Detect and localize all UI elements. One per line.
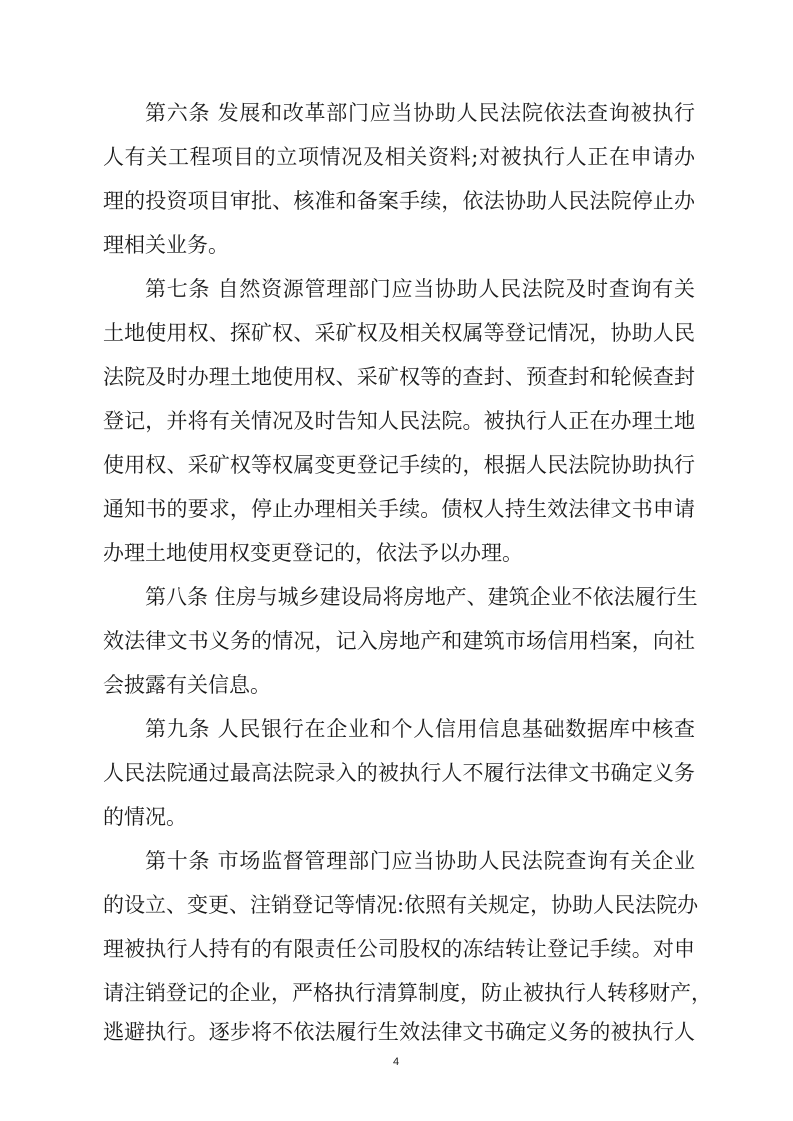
- text-line: 理被执行人持有的有限责任公司股权的冻结转让登记手续。对申: [103, 937, 695, 961]
- text-line: 第七条 自然资源管理部门应当协助人民法院及时查询有关: [145, 277, 695, 301]
- text-line: 会披露有关信息。: [103, 673, 271, 697]
- text-line: 人民法院通过最高法院录入的被执行人不履行法律文书确定义务: [103, 761, 695, 785]
- text-line: 逃避执行。逐步将不依法履行生效法律文书确定义务的被执行人: [103, 1020, 695, 1044]
- page-number: 4: [392, 1056, 400, 1068]
- text-line: 的情况。: [103, 805, 187, 829]
- text-line: 法院及时办理土地使用权、采矿权等的查封、预查封和轮候查封: [103, 365, 695, 389]
- text-line: 第九条 人民银行在企业和个人信用信息基础数据库中核查: [145, 717, 695, 741]
- text-line: 第六条 发展和改革部门应当协助人民法院依法查询被执行: [145, 101, 695, 125]
- text-line: 人有关工程项目的立项情况及相关资料;对被执行人正在申请办: [103, 145, 695, 169]
- text-line: 理的投资项目审批、核准和备案手续，依法协助人民法院停止办: [103, 189, 695, 213]
- text-line: 第十条 市场监督管理部门应当协助人民法院查询有关企业: [145, 849, 695, 873]
- text-line: 登记，并将有关情况及时告知人民法院。被执行人正在办理土地: [103, 409, 695, 433]
- text-line: 理相关业务。: [103, 233, 229, 257]
- text-line: 使用权、采矿权等权属变更登记手续的，根据人民法院协助执行: [103, 453, 695, 477]
- text-line: 第八条 住房与城乡建设局将房地产、建筑企业不依法履行生: [145, 585, 698, 609]
- text-line: 的设立、变更、注销登记等情况:依照有关规定，协助人民法院办: [103, 893, 699, 917]
- text-line: 通知书的要求，停止办理相关手续。债权人持生效法律文书申请: [103, 497, 695, 521]
- text-line: 请注销登记的企业，严格执行清算制度，防止被执行人转移财产，: [103, 981, 712, 1005]
- text-line: 办理土地使用权变更登记的，依法予以办理。: [103, 541, 523, 565]
- text-line: 效法律文书义务的情况，记入房地产和建筑市场信用档案，向社: [103, 629, 695, 653]
- text-line: 土地使用权、探矿权、采矿权及相关权属等登记情况，协助人民: [103, 321, 695, 345]
